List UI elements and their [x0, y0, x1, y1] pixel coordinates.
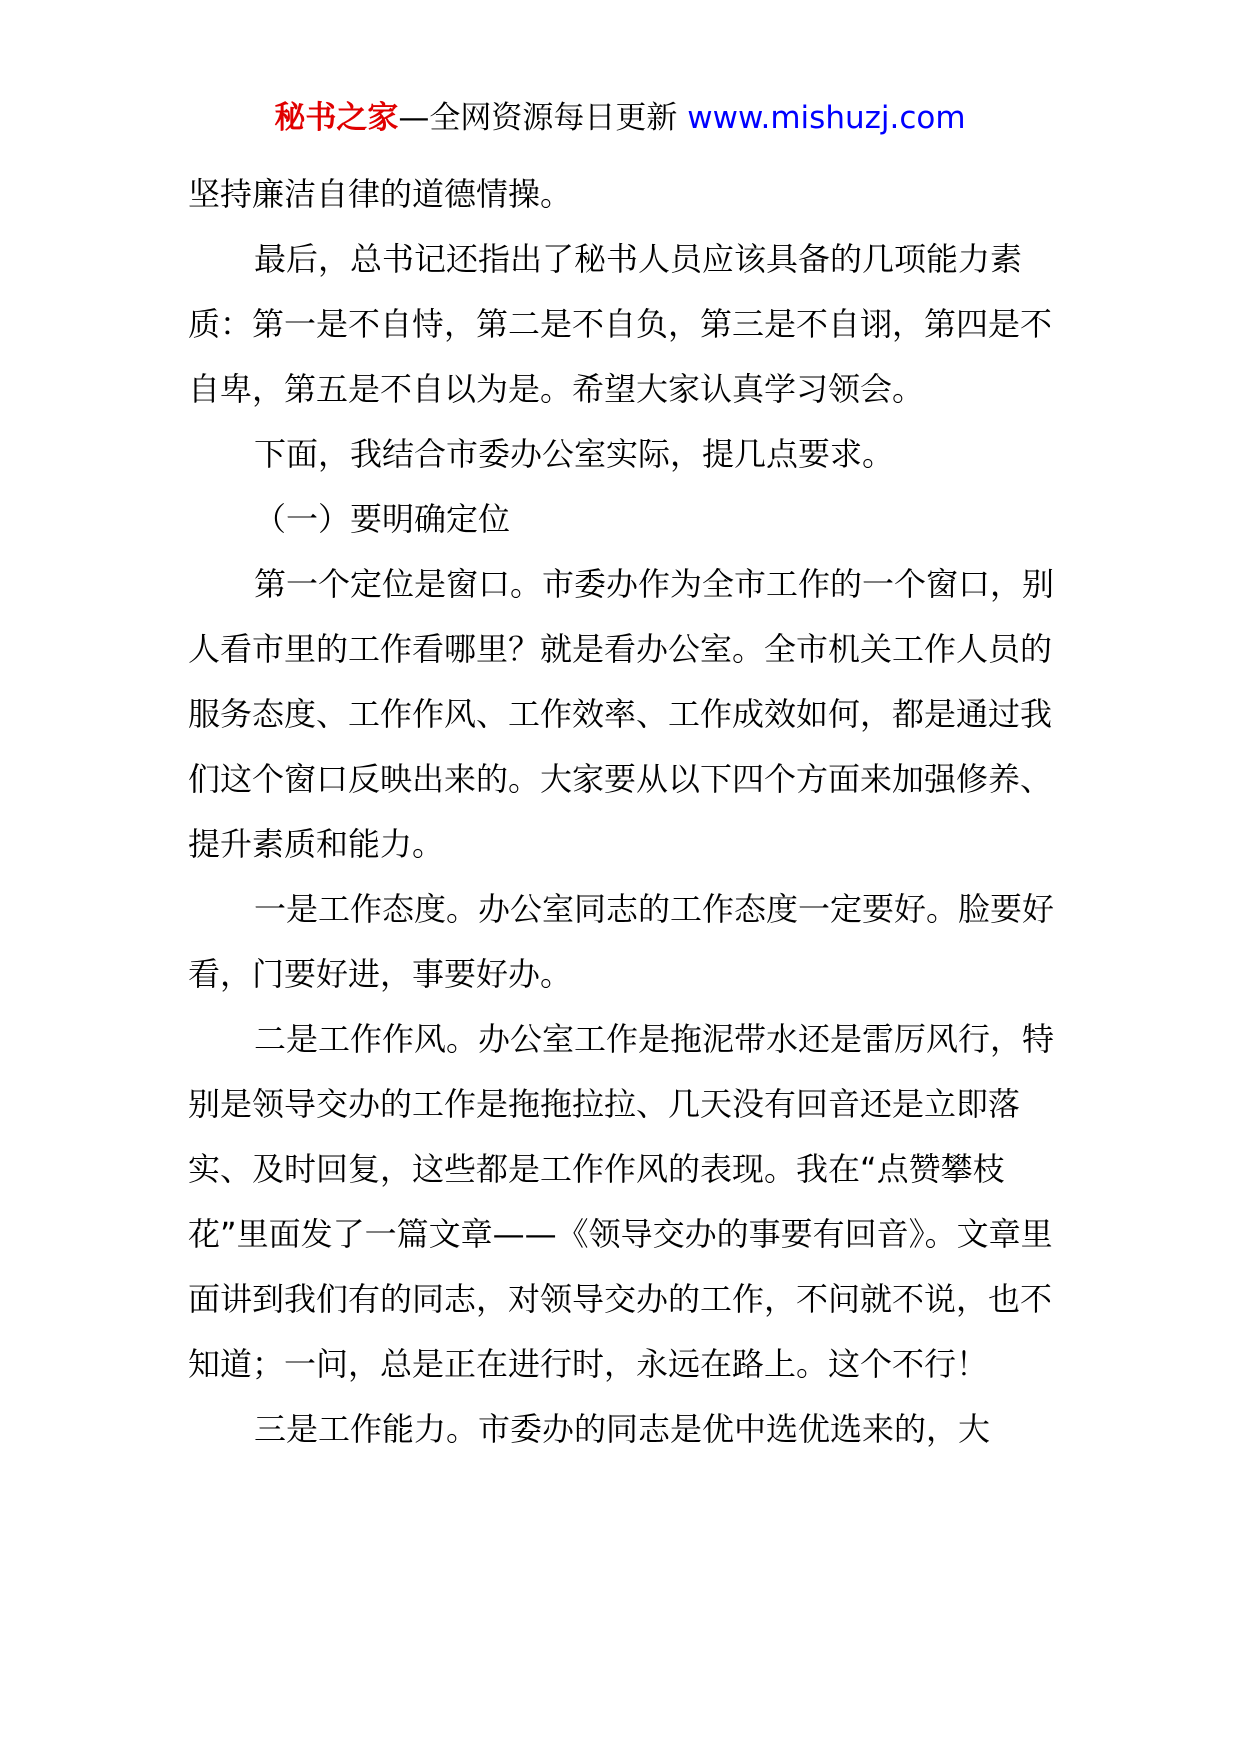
paragraph-ability: 三是工作能力。市委办的同志是优中选优选来的，大: [254, 1410, 991, 1448]
paragraph-attitude: 一是工作态度。办公室同志的工作态度一定要好。脸要好看，门要好进，事要好办。: [188, 890, 1055, 993]
site-url[interactable]: www.mishuzj.com: [687, 100, 966, 136]
paragraph-continuation: 坚持廉洁自律的道德情操。: [188, 175, 573, 213]
paragraph-window: 第一个定位是窗口。市委办作为全市工作的一个窗口，别人看市里的工作看哪里？就是看办公室。全市机关工作人员的服务态度、工作作风、工作效率、工作成效如何，都是通过我们这个窗口反映出来的。大家要从以下四个方面来加强修养、提升素质和能力。: [188, 565, 1055, 863]
document-body: [188, 162, 1058, 1462]
paragraph-abilities: 最后，总书记还指出了秘书人员应该具备的几项能力素质：第一是不自恃，第二是不自负，第三是不自诩，第四是不自卑，第五是不自以为是。希望大家认真学习领会。: [188, 240, 1053, 408]
site-brand: 秘书之家: [274, 100, 399, 136]
section-heading-positioning: （一）要明确定位: [254, 500, 511, 538]
site-tagline: —全网资源每日更新: [398, 100, 688, 136]
site-header: [0, 98, 1240, 138]
paragraph-requirements-intro: 下面，我结合市委办公室实际，提几点要求。: [254, 435, 895, 473]
paragraph-style: 二是工作作风。办公室工作是拖泥带水还是雷厉风行，特别是领导交办的工作是拖拖拉拉、几天没有回音还是立即落实、及时回复，这些都是工作作风的表现。我在“点赞攀枝花”里面发了一篇文章——《领导交办的事要有回音》。文章里面讲到我们有的同志，对领导交办的工作，不问就不说，也不知道；一问，总是正在进行时，永远在路上。这个不行！: [188, 1020, 1055, 1383]
